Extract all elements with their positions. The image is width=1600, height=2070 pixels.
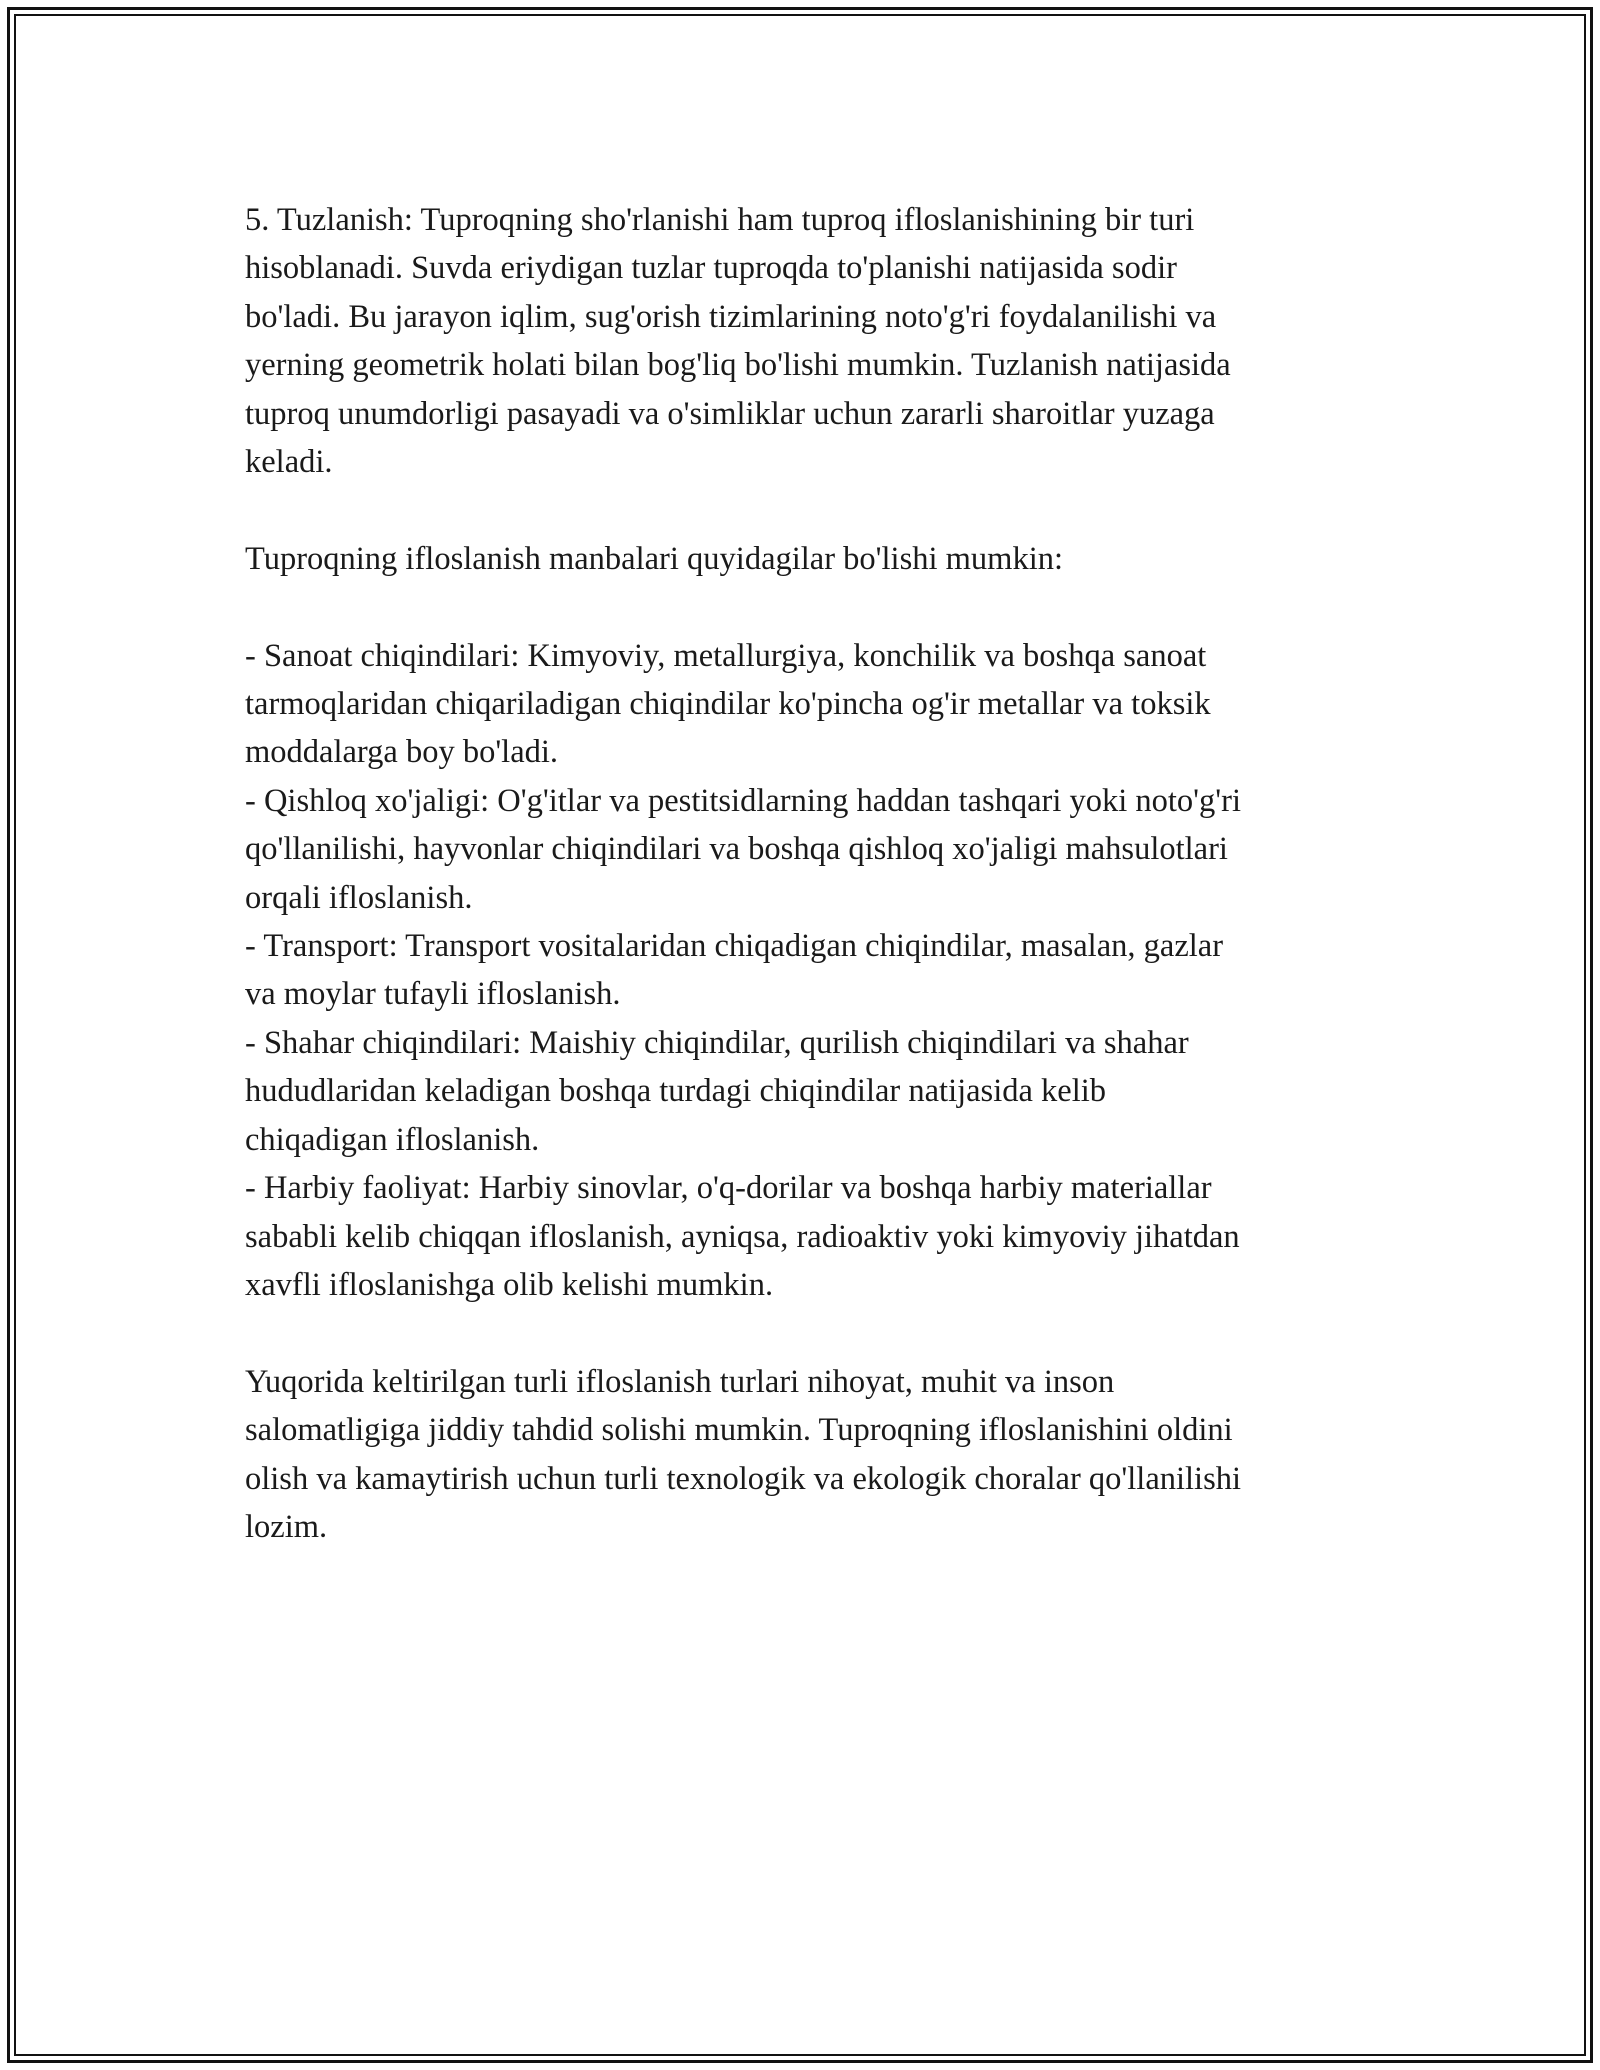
- paragraph-gap: [245, 583, 1385, 631]
- paragraph-conclusion: Yuqorida keltirilgan turli ifloslanish turlari nihoyat, muhit va inson salomatligiga jiddiy tahdid solishi mumkin. Tuproqning ifloslanishini oldini olish va kamaytirish uchun turli texnologik va ekologik choralar qo'llanilishi lozim.: [245, 1363, 1242, 1545]
- list-item-shahar: - Shahar chiqindilari: Maishiy chiqindilar, qurilish chiqindilari va shahar hududlaridan keladigan boshqa turdagi chiqindilar natijasida kelib chiqadigan ifloslanish.: [245, 1024, 1189, 1158]
- paragraph-tuzlanish: 5. Tuzlanish: Tuproqning sho'rlanishi ham tuproq ifloslanishining bir turi hisoblanadi. Suvda eriydigan tuzlar tuproqda to'planishi natijasida sodir bo'ladi. Bu jarayon iqlim, sug'orish tizimlarining noto'g'ri foydalanilishi va yerning geometrik holati bilan bog'liq bo'lishi mumkin. Tuzlanish natijasida tuproq unumdorligi pasayadi va o'simliklar uchun zararli sharoitlar yuzaga keladi.: [245, 202, 1231, 481]
- list-item-harbiy: - Harbiy faoliyat: Harbiy sinovlar, o'q-dorilar va boshqa harbiy materiallar sababli kelib chiqqan ifloslanish, ayniqsa, radioaktiv yoki kimyoviy jihatdan xavfli ifloslanishga olib kelishi mumkin.: [245, 1170, 1240, 1303]
- sources-list: [245, 632, 1385, 1310]
- paragraph-gap: [245, 486, 1385, 534]
- list-item-transport: - Transport: Transport vositalaridan chiqadigan chiqindilar, masalan, gazlar va moylar tufayli ifloslanish.: [245, 928, 1224, 1013]
- list-item-qishloq: - Qishloq xo'jaligi: O'g'itlar va pestitsidlarning haddan tashqari yoki noto'g'ri qo'llanilishi, hayvonlar chiqindilari va boshqa qishloq xo'jaligi mahsulotlari orqali ifloslanish.: [245, 782, 1241, 916]
- document-body: [245, 196, 1385, 1551]
- sources-intro: Tuproqning ifloslanish manbalari quyidagilar bo'lishi mumkin:: [245, 540, 1064, 577]
- paragraph-gap: [245, 1309, 1385, 1357]
- page-frame: [7, 7, 1593, 2063]
- list-item-sanoat: - Sanoat chiqindilari: Kimyoviy, metallurgiya, konchilik va boshqa sanoat tarmoqlaridan chiqariladigan chiqindilar ko'pincha og'ir metallar va toksik moddalarga boy bo'ladi.: [245, 637, 1211, 771]
